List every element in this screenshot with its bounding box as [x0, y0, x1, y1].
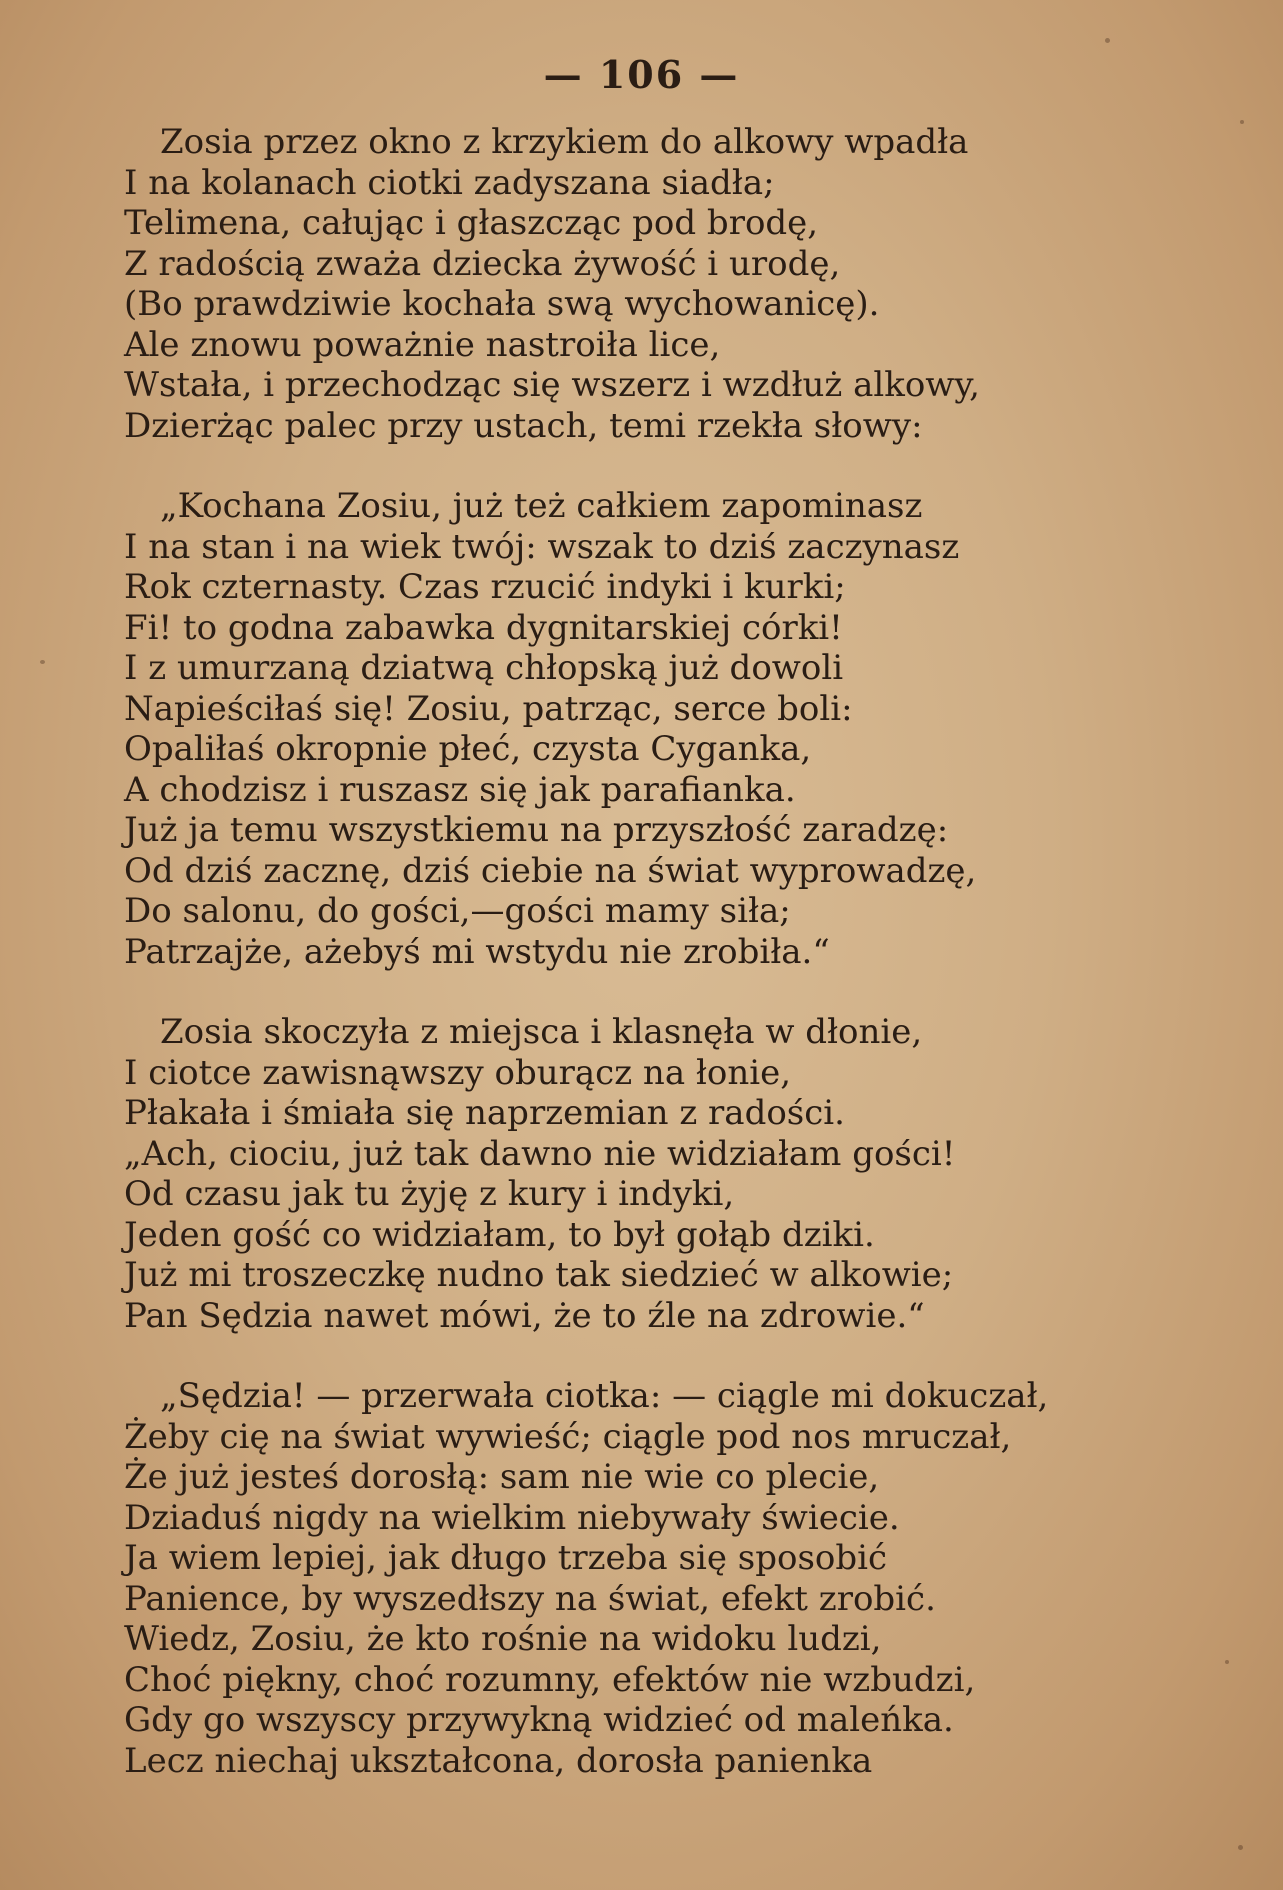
verse-line: Zosia przez okno z krzykiem do alkowy wpadła [160, 122, 969, 162]
verse-line: Patrzajże, ażebyś mi wstydu nie zrobiła.“ [124, 931, 830, 972]
verse-line: Że już jesteś dorosłą: sam nie wie co plecie, [124, 1457, 880, 1497]
verse-line: Gdy go wszyscy przywykną widzieć od maleńka. [124, 1700, 954, 1740]
verse-line: Ale znowu poważnie nastroiła lice, [124, 324, 721, 365]
paper-speck [1238, 1845, 1243, 1850]
stanza [124, 1376, 1234, 1781]
verse-line: Telimena, całując i głaszcząc pod brodę, [124, 203, 819, 243]
verse-line: Od dziś zacznę, dziś ciebie na świat wyprowadzę, [124, 850, 977, 891]
verse-line: Już mi troszeczkę nudno tak siedzieć w alkowie; [124, 1255, 954, 1295]
verse-line: Rok czternasty. Czas rzucić indyki i kurki; [124, 567, 846, 607]
verse-line: Ja wiem lepiej, jak długo trzeba się sposobić [124, 1538, 888, 1578]
verse-line: I na stan i na wiek twój: wszak to dziś zaczynasz [124, 526, 960, 567]
verse-line: Z radością zważa dziecka żywość i urodę, [124, 243, 841, 284]
stanza [124, 486, 1234, 972]
verse-body [124, 122, 1234, 1821]
verse-line: Żeby cię na świat wywieść; ciągle pod nos mruczał, [124, 1416, 1012, 1457]
verse-line: Lecz niechaj ukształcona, dorosła panienka [124, 1740, 873, 1781]
verse-line: Panience, by wyszedłszy na świat, efekt zrobić. [124, 1578, 936, 1619]
verse-line: Już ja temu wszystkiemu na przyszłość zaradzę: [124, 810, 949, 850]
verse-line: „Ach, ciociu, już tak dawno nie widziałam gości! [124, 1133, 956, 1174]
verse-line: Jeden gość co widziałam, to był gołąb dziki. [124, 1214, 875, 1255]
verse-line: Od czasu jak tu żyję z kury i indyki, [124, 1174, 735, 1214]
verse-line: Dzierżąc palec przy ustach, temi rzekła słowy: [124, 405, 923, 446]
verse-line: Pan Sędzia nawet mówi, że to źle na zdrowie.“ [124, 1295, 925, 1336]
verse-line: Choć piękny, choć rozumny, efektów nie wzbudzi, [124, 1659, 976, 1700]
verse-line: I na kolanach ciotki zadyszana siadła; [124, 162, 775, 203]
verse-line: I z umurzaną dziatwą chłopską już dowoli [124, 648, 844, 688]
verse-line: Napieściłaś się! Zosiu, patrząc, serce boli: [124, 688, 853, 729]
verse-line: Do salonu, do gości,—gości mamy siła; [124, 891, 791, 931]
verse-line: Wstała, i przechodząc się wszerz i wzdłuż alkowy, [124, 365, 980, 405]
paper-speck [1240, 120, 1244, 124]
verse-line: A chodzisz i ruszasz się jak parafianka. [124, 769, 796, 810]
verse-line: Płakała i śmiała się naprzemian z radości. [124, 1093, 845, 1133]
verse-line: Opaliłaś okropnie płeć, czysta Cyganka, [124, 729, 812, 769]
stanza [124, 1012, 1234, 1336]
verse-line: „Kochana Zosiu, już też całkiem zapominasz [160, 486, 923, 526]
paper-speck [1105, 38, 1110, 43]
verse-line: „Sędzia! — przerwała ciotka: — ciągle mi dokuczał, [160, 1376, 1049, 1416]
verse-line: (Bo prawdziwie kochała swą wychowanicę). [124, 284, 880, 324]
stanza [124, 122, 1234, 446]
verse-line: I ciotce zawisnąwszy oburącz na łonie, [124, 1052, 792, 1093]
verse-line: Wiedz, Zosiu, że kto rośnie na widoku ludzi, [124, 1619, 882, 1659]
verse-line: Dziaduś nigdy na wielkim niebywały świecie. [124, 1497, 900, 1538]
verse-line: Fi! to godna zabawka dygnitarskiej córki! [124, 607, 843, 648]
page-number: — 106 — [543, 52, 740, 97]
verse-line: Zosia skoczyła z miejsca i klasnęła w dłonie, [160, 1012, 923, 1052]
paper-speck [40, 660, 45, 664]
